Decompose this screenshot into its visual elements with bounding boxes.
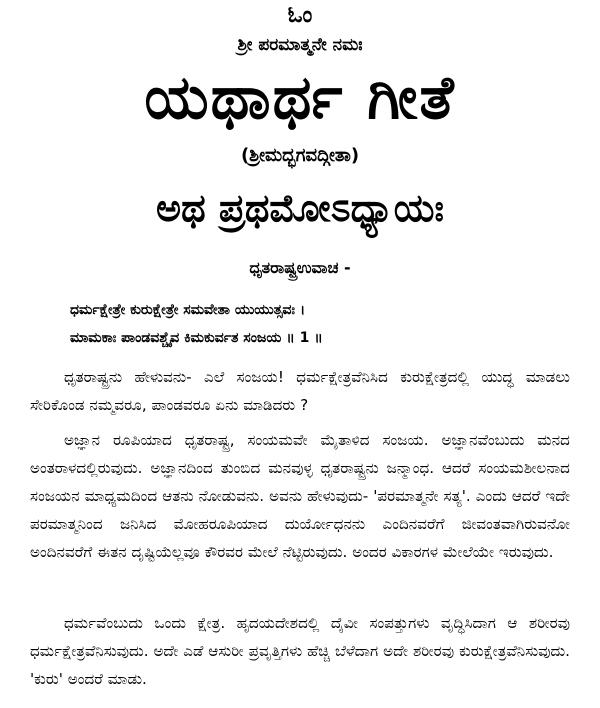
invocation: ಶ್ರೀ ಪರಮಾತ್ಮನೇ ನಮಃ [237,35,363,55]
paragraph-3: ಧರ್ಮವೆಂಬುದು ಒಂದು ಕ್ಷೇತ್ರ. ಹೃದಯದೇಶದಲ್ಲಿ ದೈವೀ ಸಂಪತ್ತುಗಳು ವೃದ್ಧಿಸಿದಾಗ ಆ ಶರೀರವು ಧರ್ಮಕ್ಷೇತ್ರವೆನಿಸುವುದು. ಅದೇ ಎಡೆ ಆಸುರೀ ಪ್ರವೃತ್ತಿಗಳು ಹೆಚ್ಚಿ ಬೆಳೆದಾಗ ಅದೇ ಶರೀರವು ಕುರುಕ್ಷೇತ್ರವೆನಿಸುವುದು. 'ಕುರು' ಅಂದರೆ ಮಾಡು. [30,614,570,688]
verse-line-1: ಧರ್ಮಕ್ಷೇತ್ರೇ ಕುರುಕ್ಷೇತ್ರೇ ಸಮವೇತಾ ಯುಯುತ್ಸವಃ । [70,302,306,318]
verse-block [70,296,530,352]
verse-speaker: ಧೃತರಾಷ್ಟ್ರಉವಾಚ - [249,258,351,277]
paragraph-1: ಧೃತರಾಷ್ಟ್ರನು ಹೇಳುವನು- ಎಲೆ ಸಂಜಯ! ಧರ್ಮಕ್ಷೇತ್ರವೆನಿಸಿದ ಕುರುಕ್ಷೇತ್ರದಲ್ಲಿ ಯುದ್ಧ ಮಾಡಲು ಸೇರಿಕೊಂಡ ನಮ್ಮವರೂ, ಪಾಂಡವರೂ ಏನು ಮಾಡಿದರು ? [30,368,570,414]
om-symbol: ಓಂ [287,3,313,28]
book-subtitle: (ಶ್ರೀಮದ್ಭಗವದ್ಗೀತಾ) [240,145,360,166]
paragraph-2: ಅಜ್ಞಾನ ರೂಪಿಯಾದ ಧೃತರಾಷ್ಟ್ರ, ಸಂಯಮವೇ ಮೈತಾಳಿದ ಸಂಜಯ. ಅಜ್ಞಾನವೆಂಬುದು ಮನದ ಅಂತರಾಳದಲ್ಲಿರುವುದು. ಅಜ್ಞಾನದಿಂದ ತುಂಬಿದ ಮನವುಳ್ಳ ಧೃತರಾಷ್ಟ್ರನು ಜನ್ಮಾಂಧ. ಆದರೆ ಸಂಯಮಶೀಲನಾದ ಸಂಜಯನ ಮಾಧ್ಯಮದಿಂದ ಆತನು ನೋಡುವನು. ಅವನು ಹೇಳುವುದು- 'ಪರಮಾತ್ಮನೇ ಸತ್ಯ'. ಎಂದು ಆದರೆ ಇದೇ ಪರಮಾತ್ಮನಿಂದ ಜನಿಸಿದ ಮೋಹರೂಪಿಯಾದ ದುರ್ಯೋಧನನು ಎಂದಿನವರೆಗೆ ಜೀವಂತವಾಗಿರುವನೋ ಅಂದಿನವರೆಗೆ ಈತನ ದೃಷ್ಟಿಯೆಲ್ಲವೂ ಕೌರವರ ಮೇಲೆ ನೆಟ್ಟಿರುವುದು. ಅಂದರ ವಿಕಾರಗಳ ಮೇಲೆಯೇ ಇರುವುದು. [30,431,570,561]
chapter-heading: ಅಥ ಪ್ರಥಮೋಽಧ್ಯಾಯಃ [156,186,444,230]
book-title: ಯಥಾರ್ಥ ಗೀತೆ [144,63,456,133]
verse-line-2: ಮಾಮಕಾಃ ಪಾಂಡವಶ್ಚೈವ ಕಿಮಕುರ್ವತ ಸಂಜಯ ॥ 1 ॥ [70,330,323,346]
